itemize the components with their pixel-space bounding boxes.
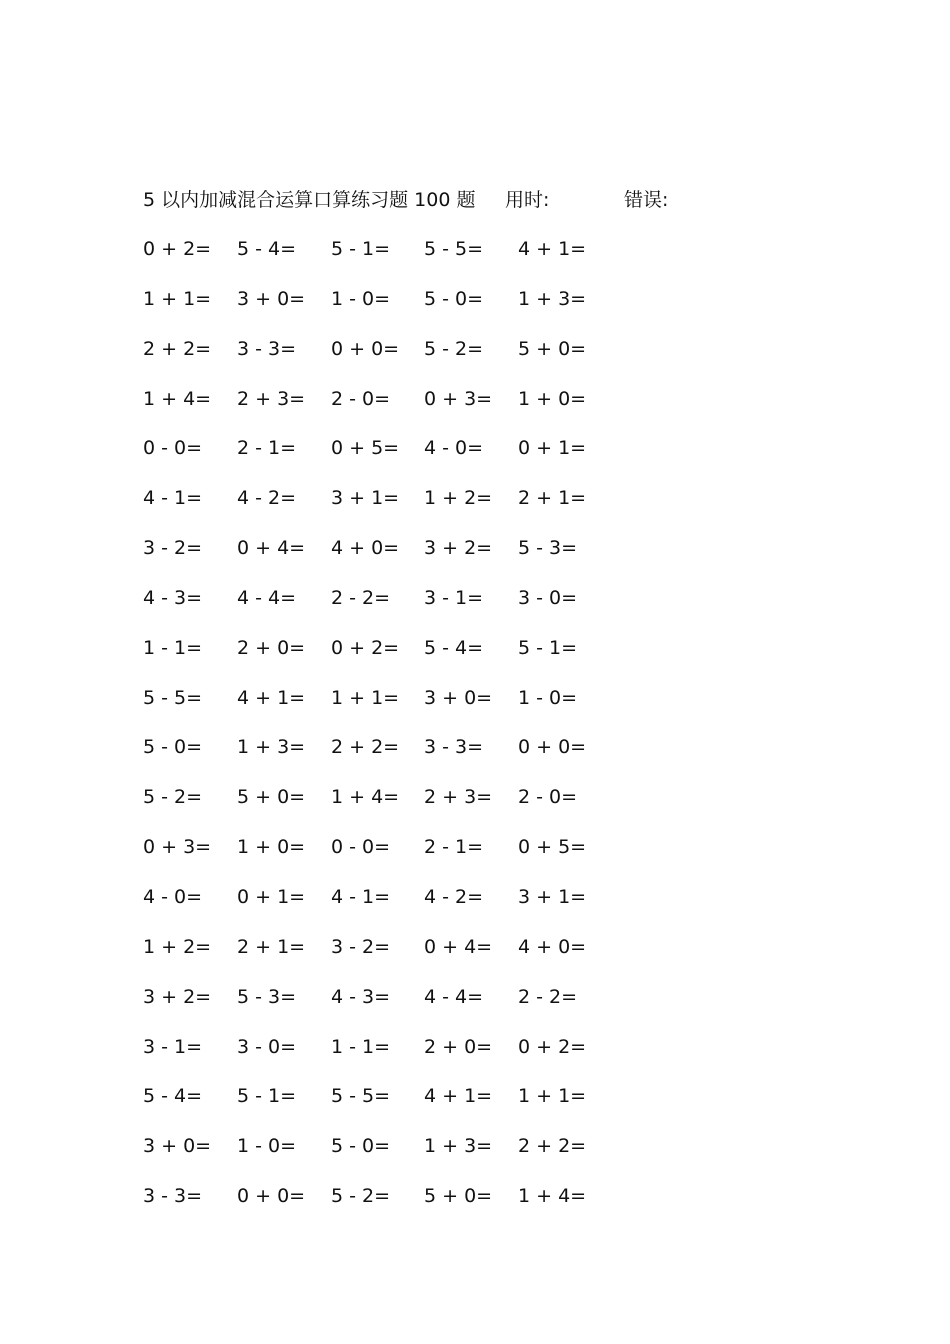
problem-item: 3 - 2= xyxy=(331,935,391,958)
problem-item: 5 - 3= xyxy=(518,537,578,560)
problem-item: 3 - 3= xyxy=(143,1185,203,1208)
problem-item: 0 + 1= xyxy=(518,437,587,460)
problem-item: 0 + 4= xyxy=(237,537,306,560)
problem-item: 3 - 2= xyxy=(143,537,203,560)
problem-item: 1 + 4= xyxy=(518,1185,587,1208)
problem-item: 3 + 2= xyxy=(424,537,493,560)
problem-item: 3 + 0= xyxy=(424,686,493,709)
problem-item: 5 - 2= xyxy=(331,1185,391,1208)
problem-item: 2 + 3= xyxy=(424,786,493,809)
problem-item: 1 - 0= xyxy=(331,287,391,310)
problem-item: 1 + 0= xyxy=(237,836,306,859)
problem-item: 2 - 0= xyxy=(331,387,391,410)
problem-item: 0 + 5= xyxy=(331,437,400,460)
problem-item: 2 - 1= xyxy=(424,836,484,859)
time-used-label: 用时: xyxy=(505,189,550,211)
problem-item: 0 + 0= xyxy=(331,337,400,360)
problem-item: 0 + 5= xyxy=(518,836,587,859)
problem-item: 5 - 1= xyxy=(518,636,578,659)
problem-item: 5 - 4= xyxy=(237,238,297,260)
problem-item: 2 + 2= xyxy=(518,1135,587,1158)
problem-item: 1 + 3= xyxy=(237,736,306,759)
problem-item: 0 + 2= xyxy=(143,238,212,260)
problem-item: 5 - 5= xyxy=(331,1085,391,1108)
problem-item: 4 - 1= xyxy=(331,885,391,908)
problem-item: 1 - 0= xyxy=(237,1135,297,1158)
problem-item: 3 + 1= xyxy=(518,885,587,908)
problem-item: 2 + 1= xyxy=(518,487,587,510)
problem-item: 4 - 3= xyxy=(143,586,203,609)
problem-item: 4 + 1= xyxy=(518,238,587,260)
problem-item: 5 - 4= xyxy=(143,1085,203,1108)
worksheet-header xyxy=(143,186,743,214)
problem-item: 0 - 0= xyxy=(331,836,391,859)
problem-item: 3 - 1= xyxy=(143,1035,203,1058)
problem-item: 4 - 1= xyxy=(143,487,203,510)
problem-item: 2 - 2= xyxy=(518,985,578,1008)
problem-item: 5 - 0= xyxy=(143,736,203,759)
problem-item: 1 + 3= xyxy=(424,1135,493,1158)
problem-item: 1 + 1= xyxy=(331,686,400,709)
problem-item: 4 - 4= xyxy=(424,985,484,1008)
problem-item: 2 + 0= xyxy=(424,1035,493,1058)
problem-item: 4 - 2= xyxy=(424,885,484,908)
problem-item: 0 + 4= xyxy=(424,935,493,958)
problem-item: 1 + 2= xyxy=(143,935,212,958)
problem-item: 5 - 1= xyxy=(331,238,391,260)
problem-item: 0 + 3= xyxy=(424,387,493,410)
problem-item: 4 + 0= xyxy=(518,935,587,958)
problem-item: 0 + 1= xyxy=(237,885,306,908)
problem-item: 0 + 2= xyxy=(331,636,400,659)
problem-item: 0 + 3= xyxy=(143,836,212,859)
problem-item: 3 - 0= xyxy=(518,586,578,609)
problem-item: 3 - 0= xyxy=(237,1035,297,1058)
problem-item: 1 + 3= xyxy=(518,287,587,310)
problem-item: 2 + 2= xyxy=(331,736,400,759)
problem-item: 1 - 0= xyxy=(518,686,578,709)
problem-item: 5 + 0= xyxy=(518,337,587,360)
problem-item: 2 + 3= xyxy=(237,387,306,410)
problem-item: 5 - 5= xyxy=(424,238,484,260)
problem-item: 3 + 0= xyxy=(143,1135,212,1158)
problem-item: 5 + 0= xyxy=(424,1185,493,1208)
problem-item: 4 - 0= xyxy=(143,885,203,908)
problem-item: 2 - 0= xyxy=(518,786,578,809)
problem-item: 1 - 1= xyxy=(143,636,203,659)
problem-item: 0 - 0= xyxy=(143,437,203,460)
problem-item: 4 + 1= xyxy=(237,686,306,709)
problem-item: 4 - 0= xyxy=(424,437,484,460)
problem-item: 5 - 0= xyxy=(424,287,484,310)
problem-item: 2 - 2= xyxy=(331,586,391,609)
problem-item: 3 + 2= xyxy=(143,985,212,1008)
problem-item: 1 + 0= xyxy=(518,387,587,410)
problem-item: 5 - 5= xyxy=(143,686,203,709)
worksheet-title: 5 以内加减混合运算口算练习题 100 题 xyxy=(143,189,476,211)
problem-item: 5 - 0= xyxy=(331,1135,391,1158)
problem-item: 4 + 1= xyxy=(424,1085,493,1108)
problem-item: 1 + 4= xyxy=(143,387,212,410)
problem-item: 2 + 1= xyxy=(237,935,306,958)
problem-item: 3 - 1= xyxy=(424,586,484,609)
problem-item: 4 - 4= xyxy=(237,586,297,609)
problem-item: 4 - 3= xyxy=(331,985,391,1008)
problem-item: 5 + 0= xyxy=(237,786,306,809)
problem-item: 1 - 1= xyxy=(331,1035,391,1058)
problem-item: 1 + 1= xyxy=(143,287,212,310)
problem-item: 2 + 0= xyxy=(237,636,306,659)
problem-item: 2 + 2= xyxy=(143,337,212,360)
problem-item: 5 - 2= xyxy=(424,337,484,360)
problem-item: 1 + 4= xyxy=(331,786,400,809)
problem-item: 4 + 0= xyxy=(331,537,400,560)
problem-item: 5 - 4= xyxy=(424,636,484,659)
problem-item: 3 + 1= xyxy=(331,487,400,510)
problem-item: 5 - 2= xyxy=(143,786,203,809)
problem-item: 5 - 3= xyxy=(237,985,297,1008)
problem-item: 0 + 2= xyxy=(518,1035,587,1058)
error-count-label: 错误: xyxy=(624,189,669,211)
problem-item: 2 - 1= xyxy=(237,437,297,460)
problem-item: 1 + 2= xyxy=(424,487,493,510)
problem-item: 4 - 2= xyxy=(237,487,297,510)
problem-item: 1 + 1= xyxy=(518,1085,587,1108)
problem-item: 3 + 0= xyxy=(237,287,306,310)
problem-item: 5 - 1= xyxy=(237,1085,297,1108)
problem-item: 0 + 0= xyxy=(518,736,587,759)
problem-item: 3 - 3= xyxy=(237,337,297,360)
problem-item: 0 + 0= xyxy=(237,1185,306,1208)
problem-item: 3 - 3= xyxy=(424,736,484,759)
